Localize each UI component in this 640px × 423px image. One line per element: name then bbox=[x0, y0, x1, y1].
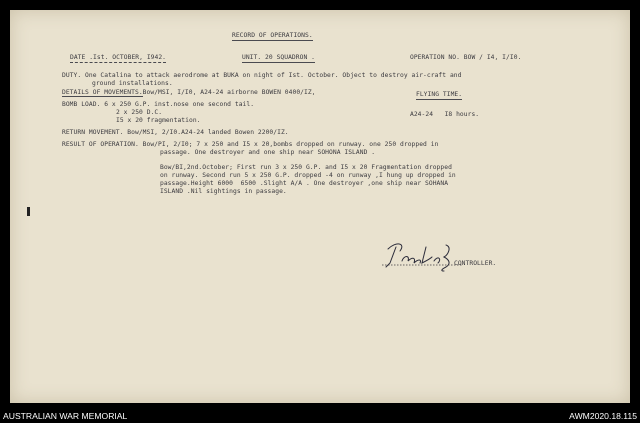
result-line-1: RESULT OF OPERATION. Bow/PI, 2/I0; 7 x 250 and I5 x 20,bombs dropped on runway. one 250 dropped in bbox=[62, 141, 439, 148]
details-of-movements bbox=[62, 89, 316, 97]
result-line-6: ISLAND .Nil sightings in passage. bbox=[160, 188, 287, 195]
operation-number: OPERATION NO. BOW / I4, I/I0. bbox=[410, 54, 522, 61]
flying-time-label: FLYING TIME. bbox=[416, 91, 463, 98]
date-field: DATE .Ist. OCTOBER, I942. bbox=[70, 54, 167, 61]
duty-line-1: DUTY. One Catalina to attack aerodrome at BUKA on night of Ist. October. Object to destroy air-craft and bbox=[62, 72, 462, 79]
result-line-2: passage. One destroyer and one ship near SOHONA ISLAND . bbox=[160, 149, 376, 156]
result-line-4: on runway. Second run 5 x 250 G.P. dropped -4 on runway ,I hung up dropped in bbox=[160, 172, 456, 179]
result-line-5: passage.Height 6000 6500 .Slight A/A . One destroyer ,one ship near SOHANA bbox=[160, 180, 449, 187]
footer-accession-number: AWM2020.18.115 bbox=[569, 411, 637, 421]
unit-field: UNIT. 20 SQUADRON . bbox=[242, 54, 315, 61]
result-line-3: Bow/BI,2nd.October; First run 3 x 250 G.P. and I5 x 20 Fragmentation dropped bbox=[160, 164, 452, 171]
controller-label: CONTROLLER. bbox=[454, 260, 497, 267]
punch-mark bbox=[27, 207, 30, 216]
bomb-load-line-2: 2 x 250 D.C. bbox=[116, 109, 163, 116]
footer-credit: AUSTRALIAN WAR MEMORIAL bbox=[3, 411, 128, 421]
flying-time-value: A24-24 I8 hours. bbox=[410, 111, 480, 118]
bomb-load-line-1: BOMB LOAD. 6 x 250 G.P. inst.nose one second tail. bbox=[62, 101, 255, 108]
controller-signature bbox=[382, 237, 464, 273]
bomb-load-line-3: I5 x 20 fragmentation. bbox=[116, 117, 201, 124]
document-page bbox=[10, 10, 630, 403]
return-movement: RETURN MOVEMENT. Bow/MSI, 2/I0.A24-24 landed Bowen 2200/IZ. bbox=[62, 129, 289, 136]
details-label: DETAILS OF MOVEMENTS. bbox=[62, 89, 143, 96]
document-heading: RECORD OF OPERATIONS. bbox=[232, 32, 313, 39]
details-text: Bow/MSI, I/I0, A24-24 airborne BOWEN 0400/IZ, bbox=[142, 89, 316, 96]
duty-line-2: ground installations. bbox=[92, 80, 173, 87]
